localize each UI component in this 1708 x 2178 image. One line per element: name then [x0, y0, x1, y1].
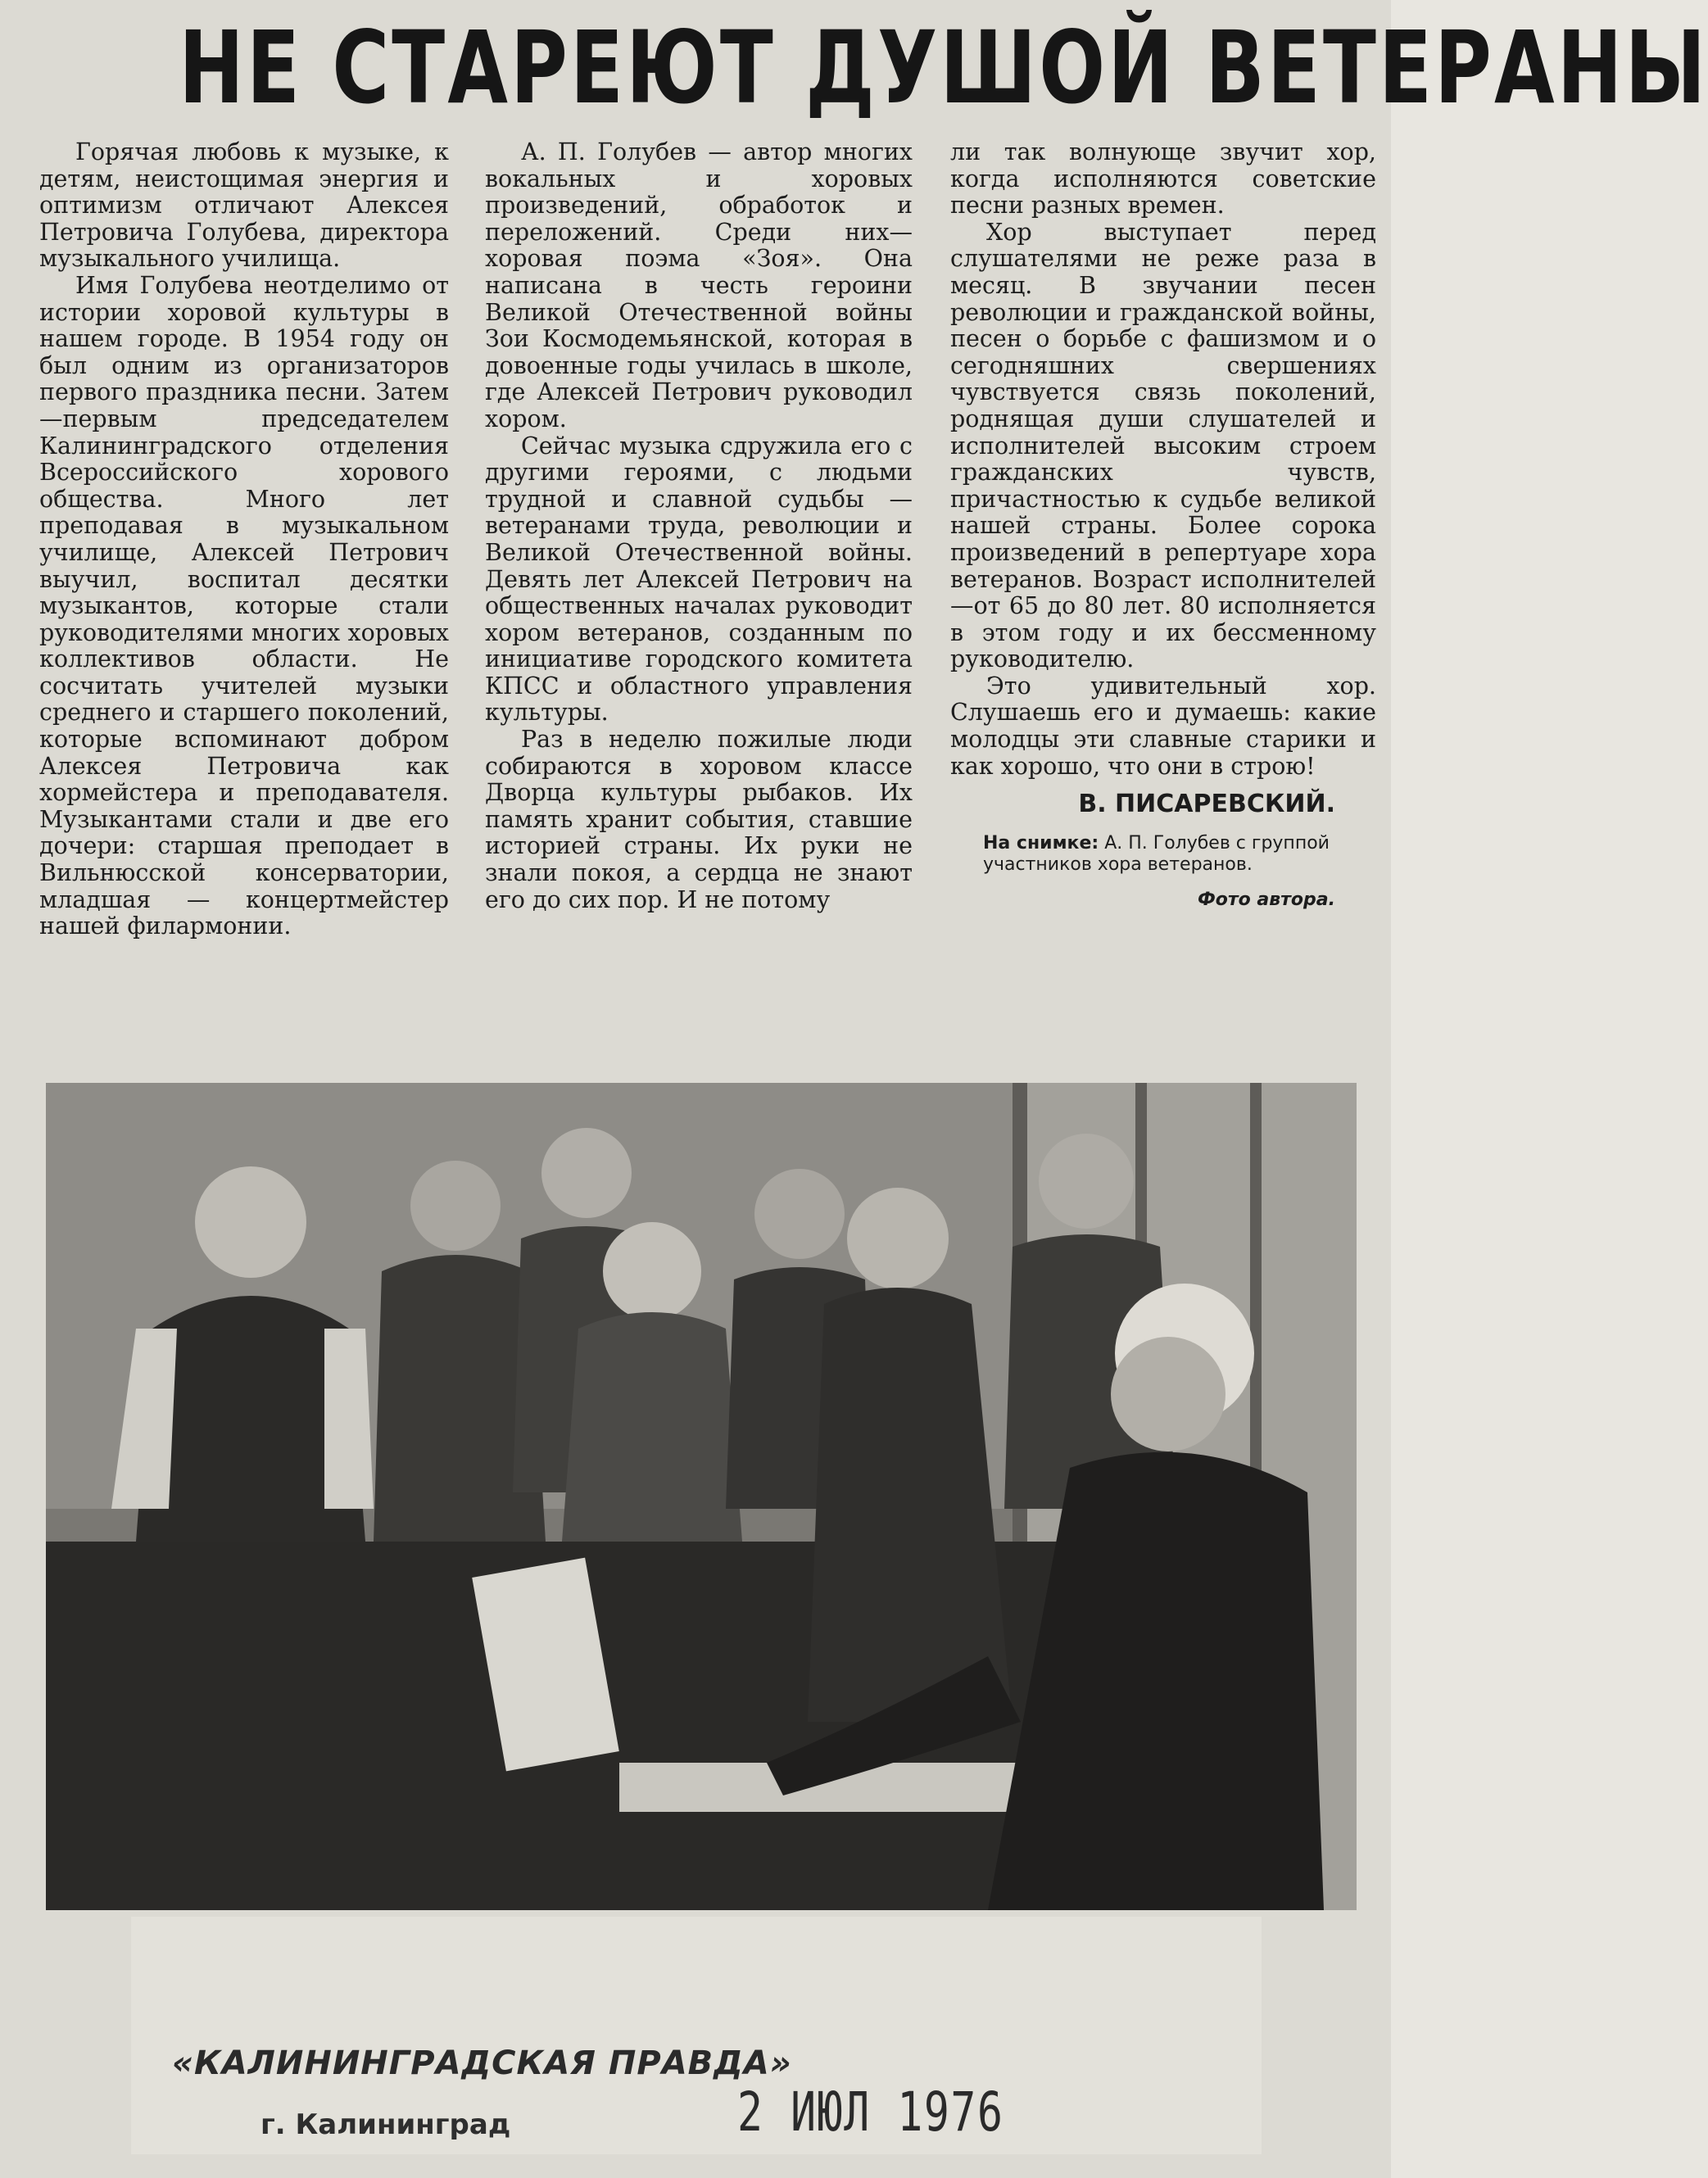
city-stamp: г. Калининград — [261, 2108, 511, 2141]
caption-lead: На снимке: — [983, 832, 1099, 854]
paragraph: Это удивительный хор. Слушаешь его и думаешь: какие молодцы эти славные старики и как хорошо, что они в строю! — [950, 672, 1376, 780]
article-column-3 — [950, 139, 1376, 913]
paragraph: Сейчас музыка сдружила его с другими героями, с людьми трудной и славной судьбы — ветеранами труда, революции и Великой Отечественной войны. Девять лет Алексей Петрович на общественных началах руководит хором ветеранов, созданным по инициативе городского комитета КПСС и областного управления культуры. — [485, 432, 913, 727]
headline: НЕ СТАРЕЮТ ДУШОЙ ВЕТЕРАНЫ — [179, 10, 1708, 126]
article-column-1 — [39, 139, 449, 940]
date-stamp: 2 ИЮЛ 1976 — [737, 2081, 1004, 2144]
article-column-2 — [485, 139, 913, 913]
paragraph: Горячая любовь к музыке, к детям, неистощимая энергия и оптимизм отличают Алексея Петровича Голубева, директора музыкального училища. — [39, 138, 449, 273]
newspaper-name-stamp: «КАЛИНИНГРАДСКАЯ ПРАВДА» — [172, 2044, 792, 2082]
photo-credit: Фото автора. — [1197, 889, 1335, 910]
paragraph: ли так волнующе звучит хор, когда исполняются советские песни разных времен. — [950, 138, 1376, 220]
author-signature: В. ПИСАРЕВСКИЙ. — [1078, 790, 1335, 819]
paragraph: Хор выступает перед слушателями не реже раза в месяц. В звучании песен революции и гражданской войны, песен о борьбе с фашизмом и о сегодняшних свершениях чувствуется связь поколений, роднящая души слушателей и исполнителей высоким строем гражданских чувств, причастностью к судьбе великой нашей страны. Более сорока произведений в репертуаре хора ветеранов. Возраст исполнителей—от 65 до 80 лет. 80 исполняется в этом году и их бессменному руководителю. — [950, 218, 1376, 673]
choir-photo — [46, 1083, 1357, 1910]
paragraph: Имя Голубева неотделимо от истории хоровой культуры в нашем городе. В 1954 году он был одним из организаторов первого праздника песни. Затем—первым председателем Калининградского отделения Всероссийского хорового общества. Много лет преподавая в музыкальном училище, Алексей Петрович выучил, воспитал десятки музыкантов, которые стали руководителями многих хоровых коллективов области. Не сосчитать учителей музыки среднего и старшего поколений, которые вспоминают добром Алексея Петровича как хормейстера и преподавателя. Музыкантами стали и две его дочери: старшая преподает в Вильнюсской консерватории, младшая — концертмейстер нашей филармонии. — [39, 271, 449, 940]
paragraph: А. П. Голубев — автор многих вокальных и хоровых произведений, обработок и переложений. Среди них— хоровая поэма «Зоя». Она написана в честь героини Великой Отечественной войны Зои Космодемьянской, которая в довоенные годы училась в школе, где Алексей Петрович руководил хором. — [485, 138, 913, 432]
photo-caption — [950, 833, 1376, 876]
paragraph: Раз в неделю пожилые люди собираются в хоровом классе Дворца культуры рыбаков. Их память хранит события, ставшие историей страны. Их руки не знали покоя, а сердца не знают его до сих пор. И не потому — [485, 726, 913, 913]
caption-text: А. П. Голубев с группой участников хора ветеранов. — [983, 832, 1330, 875]
